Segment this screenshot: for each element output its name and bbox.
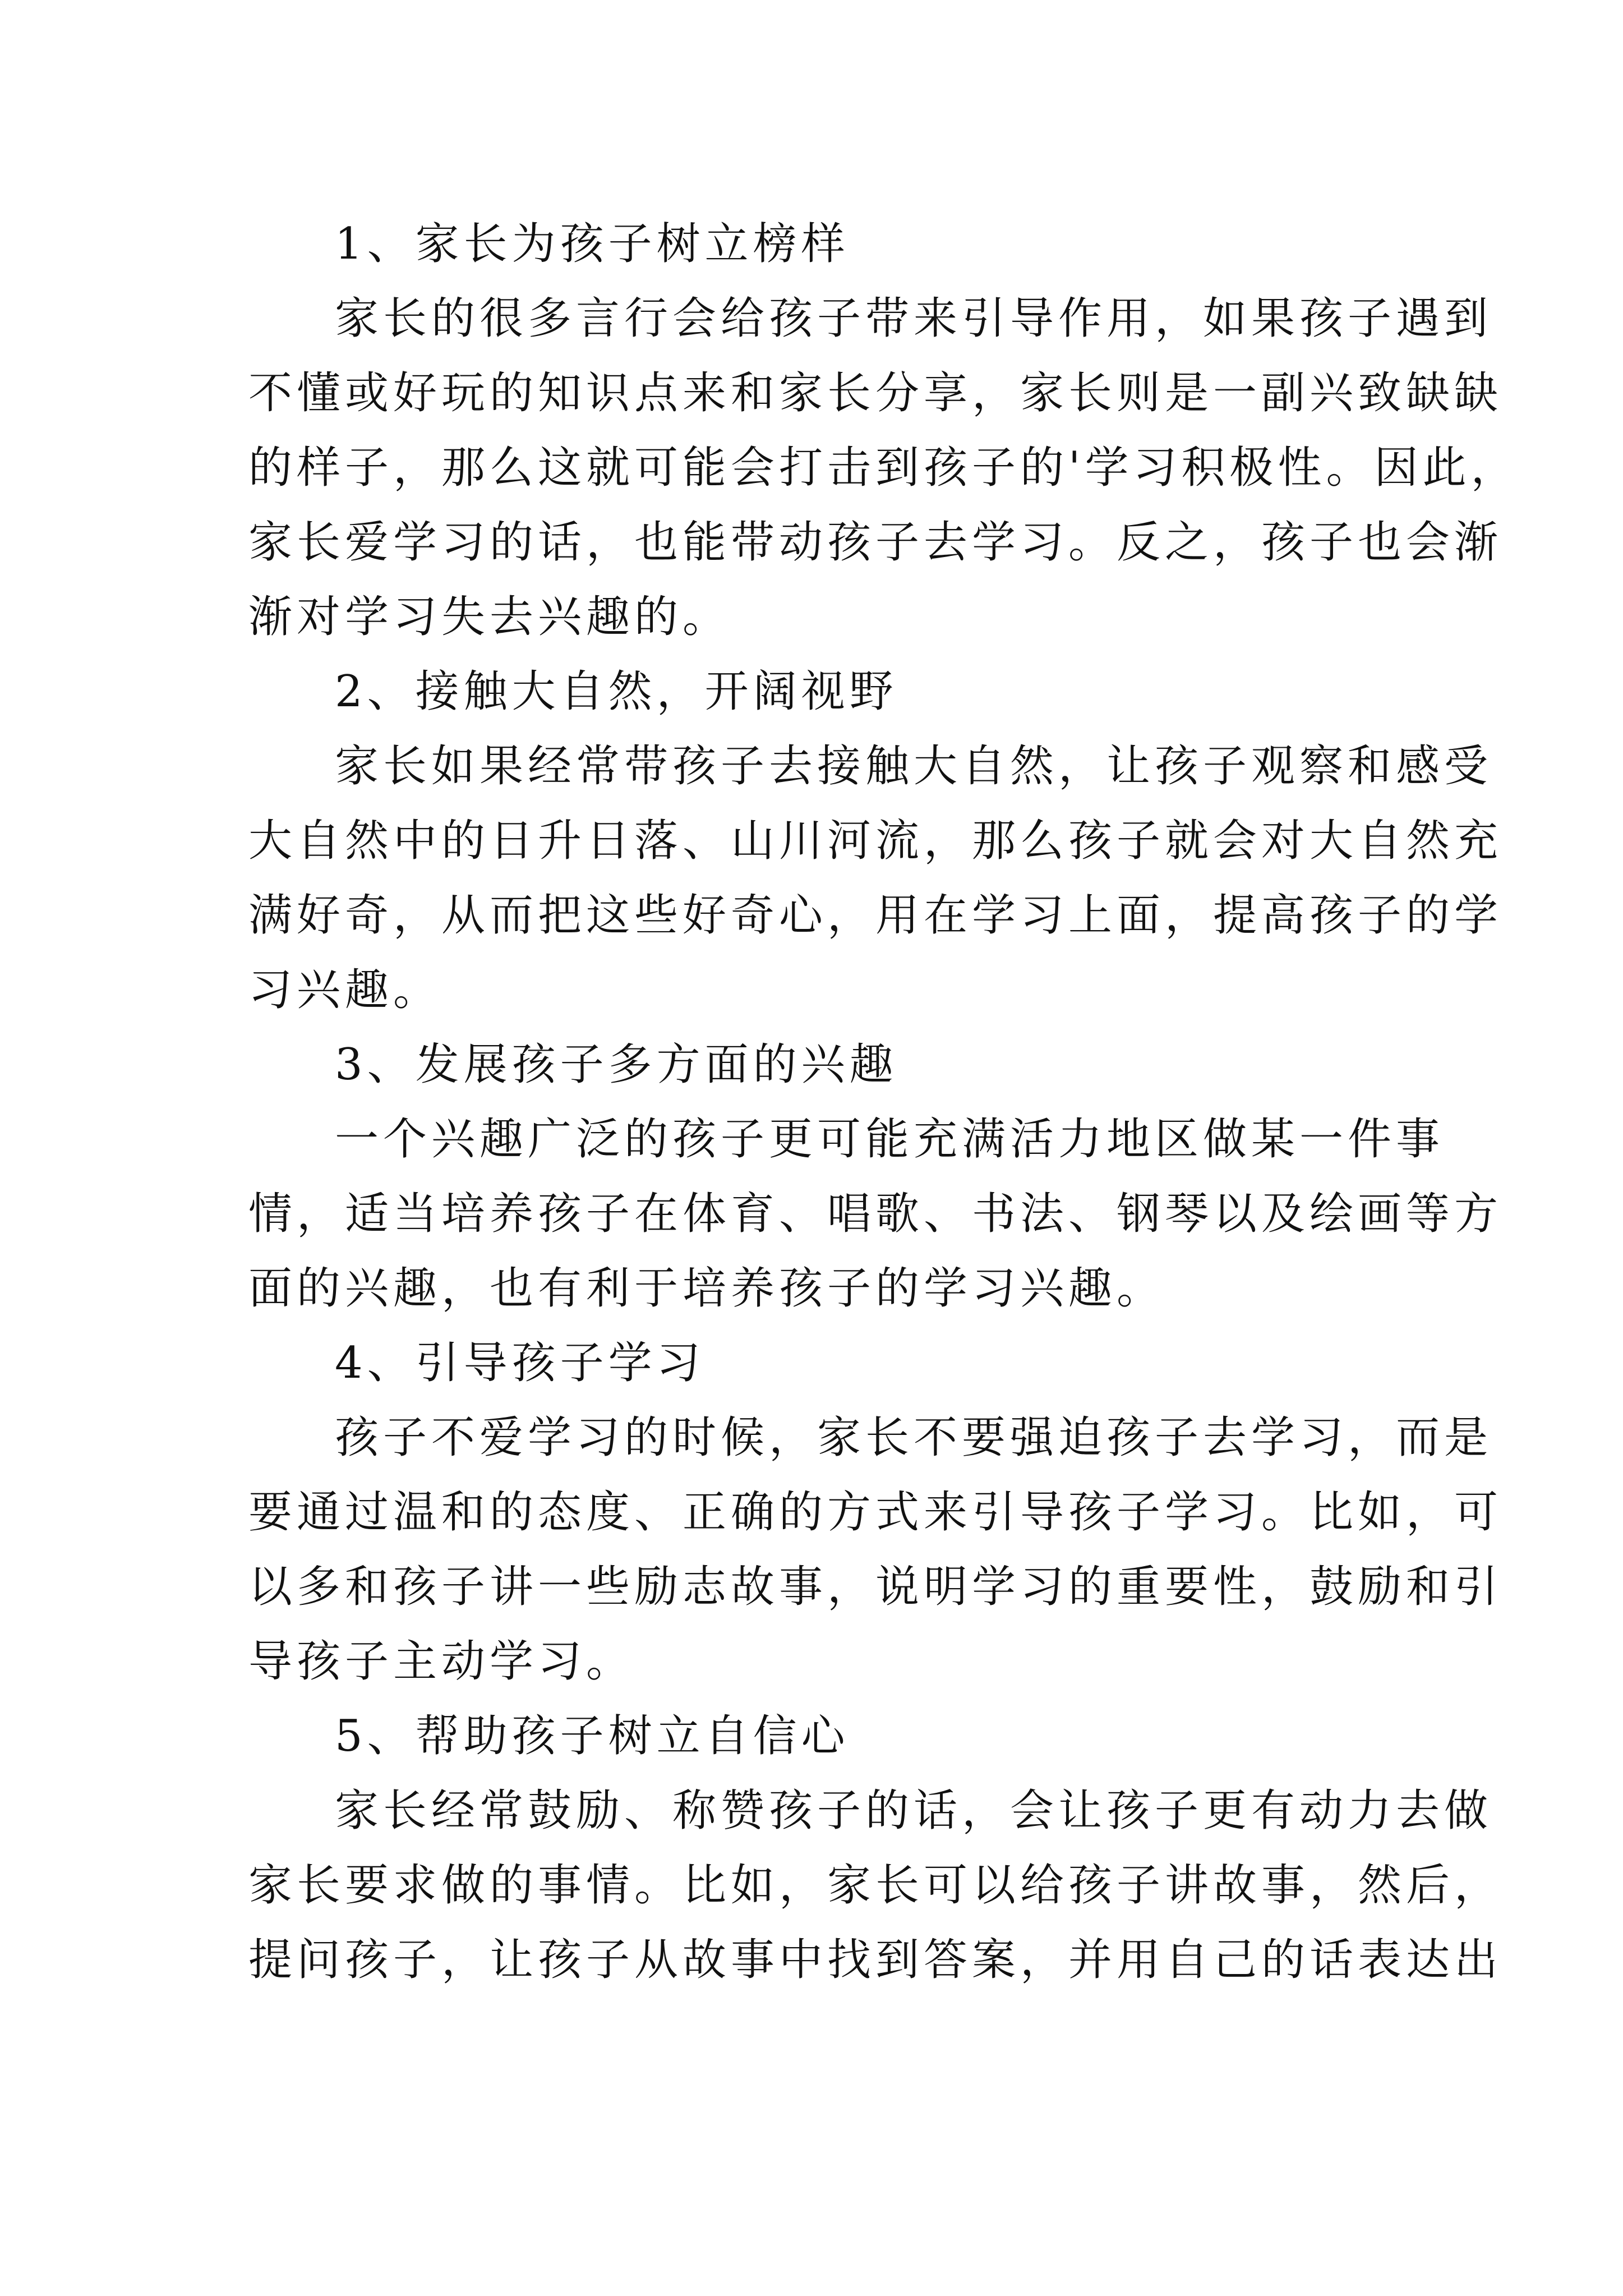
paragraph-line: 满好奇，从而把这些好奇心，用在学习上面，提高孩子的学: [248, 890, 1503, 941]
paragraph-line: 提问孩子，让孩子从故事中找到答案，并用自己的话表达出: [248, 1935, 1503, 1985]
paragraph-line: 家长经常鼓励、称赞孩子的话，会让孩子更有动力去做: [335, 1786, 1493, 1836]
paragraph-line: 习兴趣。: [248, 965, 442, 1015]
paragraph-line: 要通过温和的态度、正确的方式来引导孩子学习。比如，可: [248, 1487, 1503, 1538]
paragraph-line: 一个兴趣广泛的孩子更可能充满活力地区做某一件事: [335, 1114, 1445, 1165]
heading-4: 4、引导孩子学习: [335, 1338, 705, 1388]
paragraph-line: 渐对学习失去兴趣的。: [248, 592, 731, 642]
paragraph-line: 家长的很多言行会给孩子带来引导作用，如果孩子遇到: [335, 293, 1493, 344]
heading-1: 1、家长为孩子树立榜样: [335, 219, 850, 269]
heading-3: 3、发展孩子多方面的兴趣: [335, 1039, 898, 1090]
paragraph-line: 家长爱学习的话，也能带动孩子去学习。反之，孩子也会渐: [248, 517, 1503, 568]
paragraph-line: 情，适当培养孩子在体育、唱歌、书法、钢琴以及绘画等方: [248, 1189, 1503, 1239]
paragraph-line: 面的兴趣，也有利于培养孩子的学习兴趣。: [248, 1263, 1165, 1314]
paragraph-line: 家长如果经常带孩子去接触大自然，让孩子观察和感受: [335, 741, 1493, 792]
heading-5: 5、帮助孩子树立自信心: [335, 1711, 850, 1761]
paragraph-line: 大自然中的日升日落、山川河流，那么孩子就会对大自然充: [248, 816, 1503, 866]
heading-2: 2、接触大自然，开阔视野: [335, 666, 898, 717]
paragraph-line: 不懂或好玩的知识点来和家长分享，家长则是一副兴致缺缺: [248, 368, 1503, 418]
paragraph-line: 以多和孩子讲一些励志故事，说明学习的重要性，鼓励和引: [248, 1562, 1503, 1612]
paragraph-line: 孩子不爱学习的时候，家长不要强迫孩子去学习，而是: [335, 1412, 1493, 1463]
paragraph-line: 家长要求做的事情。比如，家长可以给孩子讲故事，然后，: [248, 1860, 1503, 1911]
paragraph-line: 的样子，那么这就可能会打击到孩子的'学习积极性。因此，: [248, 443, 1519, 493]
paragraph-line: 导孩子主动学习。: [248, 1636, 635, 1687]
